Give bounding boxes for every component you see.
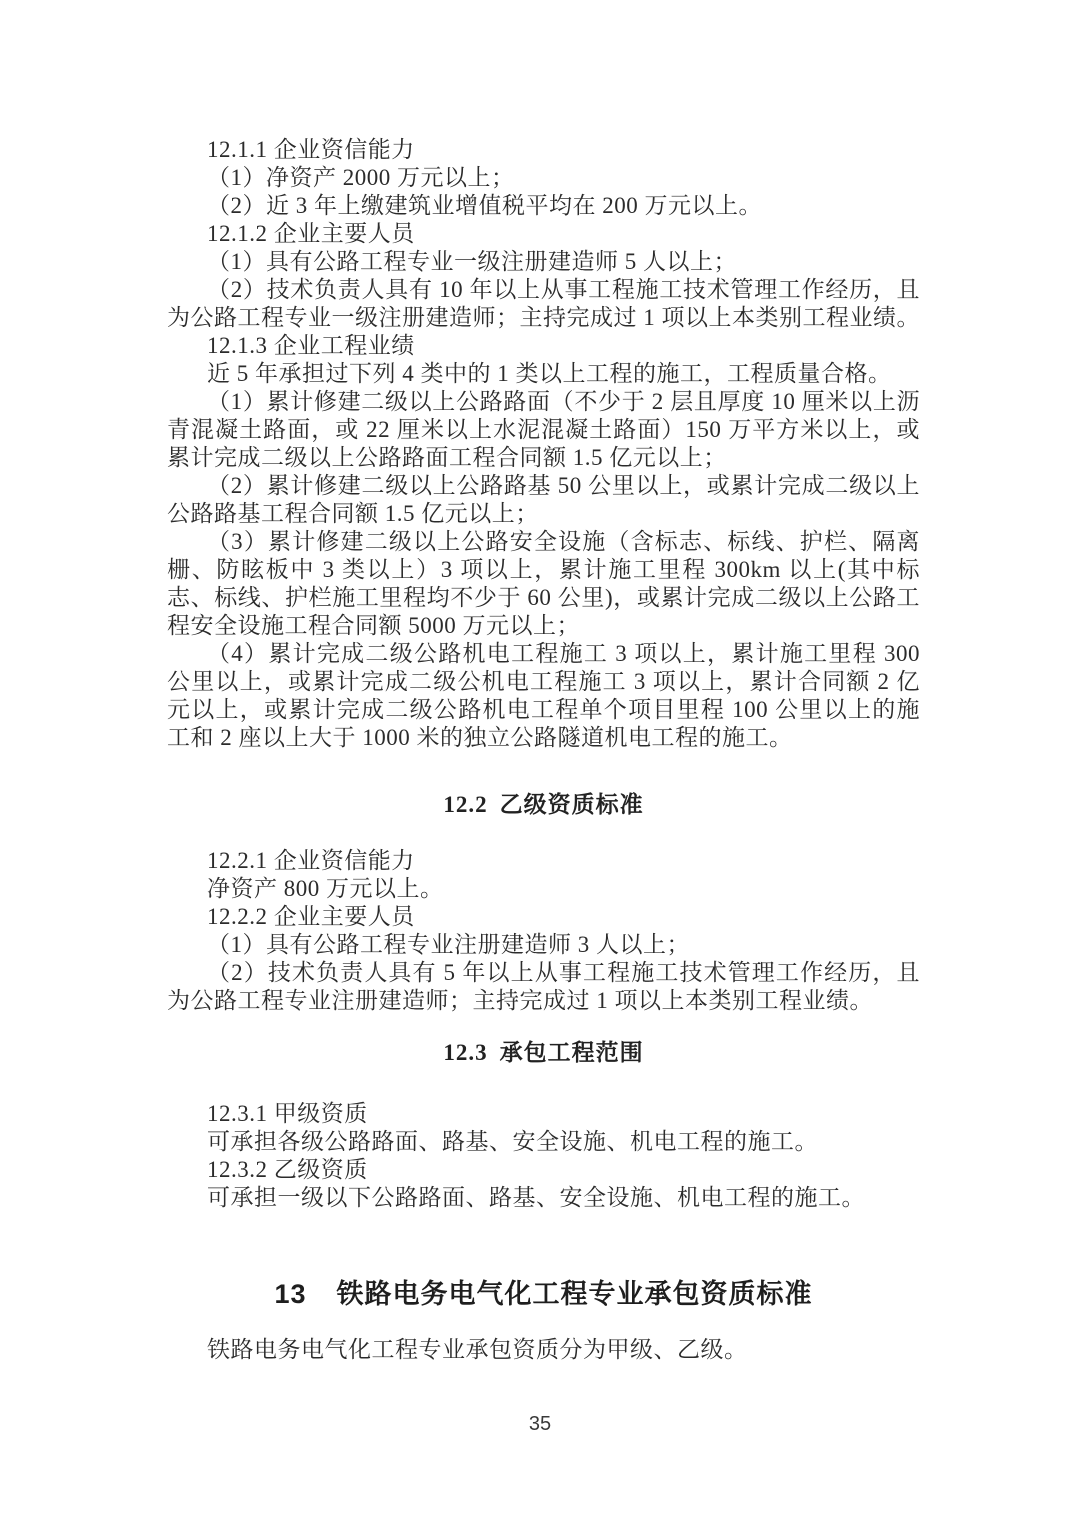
clause-12-2-2-item-2: （2）技术负责人具有 5 年以上从事工程施工技术管理工作经历，且为公路工程专业注册建造师；主持完成过 1 项以上本类别工程业绩。	[167, 960, 920, 1013]
clause-12-1-3-item-4: （4）累计完成二级公路机电工程施工 3 项以上，累计施工里程 300 公里以上，或累计完成二级公机电工程施工 3 项以上，累计合同额 2 亿元以上，或累计完成二级公路机电工程单个项目里程 100 公里以上的施工和 2 座以上大于 1000 米的独立公路隧道机电工程的施工。	[167, 641, 920, 750]
clause-12-2-1-heading: 12.2.1 企业资信能力	[207, 848, 415, 873]
section-heading-12-3	[167, 1038, 920, 1068]
clause-12-1-2-heading: 12.1.2 企业主要人员	[207, 221, 415, 246]
clause-12-1-3-item-3: （3）累计修建二级以上公路安全设施（含标志、标线、护栏、隔离栅、防眩板中 3 类以上）3 项以上，累计施工里程 300km 以上(其中标志、标线、护栏施工里程均不少于 60 公里)，或累计完成二级以上公路工程安全设施工程合同额 5000 万元以上；	[167, 529, 920, 638]
clause-12-2-2-item-1: （1）具有公路工程专业注册建造师 3 人以上；	[207, 932, 690, 957]
section-number-12-2: 12.2	[443, 792, 488, 817]
clause-12-3-1-body: 可承担各级公路路面、路基、安全设施、机电工程的施工。	[207, 1129, 818, 1154]
chapter-13-intro: 铁路电务电气化工程专业承包资质分为甲级、乙级。	[207, 1337, 748, 1362]
clause-12-3-2-body: 可承担一级以下公路路面、路基、安全设施、机电工程的施工。	[207, 1185, 865, 1210]
clause-12-1-3-item-2: （2）累计修建二级以上公路路基 50 公里以上，或累计完成二级以上公路路基工程合同额 1.5 亿元以上；	[167, 473, 920, 526]
clause-12-1-2-item-1: （1）具有公路工程专业一级注册建造师 5 人以上；	[207, 249, 737, 274]
clause-12-3-1-heading: 12.3.1 甲级资质	[207, 1101, 368, 1126]
clause-12-2-1-body: 净资产 800 万元以上。	[207, 876, 444, 901]
chapter-number-13: 13	[274, 1279, 307, 1309]
clause-12-2-2-heading: 12.2.2 企业主要人员	[207, 904, 415, 929]
clause-12-1-2-item-2: （2）技术负责人具有 10 年以上从事工程施工技术管理工作经历，且为公路工程专业一级注册建造师；主持完成过 1 项以上本类别工程业绩。	[167, 277, 920, 330]
clause-12-3-2-heading: 12.3.2 乙级资质	[207, 1157, 368, 1182]
section-title-12-2: 乙级资质标准	[499, 792, 644, 817]
clause-12-1-3-intro: 近 5 年承担过下列 4 类中的 1 类以上工程的施工，工程质量合格。	[207, 361, 892, 386]
section-12-3	[167, 1100, 920, 1212]
page-number: 35	[528, 1413, 552, 1435]
section-12-2	[167, 847, 920, 1015]
clause-12-1-1-item-1: （1）净资产 2000 万元以上；	[207, 165, 515, 190]
section-number-12-3: 12.3	[443, 1040, 488, 1065]
section-12-1	[167, 136, 920, 752]
clause-12-1-3-heading: 12.1.3 企业工程业绩	[207, 333, 415, 358]
clause-12-1-3-item-1: （1）累计修建二级以上公路路面（不少于 2 层且厚度 10 厘米以上沥青混凝土路面，或 22 厘米以上水泥混凝土路面）150 万平方米以上，或累计完成二级以上公路路面工程合同额 1.5 亿元以上；	[167, 389, 920, 470]
section-13	[167, 1336, 920, 1364]
chapter-title-13: 铁路电务电气化工程专业承包资质标准	[336, 1279, 813, 1309]
clause-12-1-1-item-2: （2）近 3 年上缴建筑业增值税平均在 200 万元以上。	[207, 193, 762, 218]
clause-12-1-1-heading: 12.1.1 企业资信能力	[207, 137, 415, 162]
section-title-12-3: 承包工程范围	[499, 1040, 644, 1065]
section-heading-12-2	[167, 790, 920, 820]
document-content	[167, 136, 920, 1364]
chapter-heading-13	[167, 1279, 920, 1309]
